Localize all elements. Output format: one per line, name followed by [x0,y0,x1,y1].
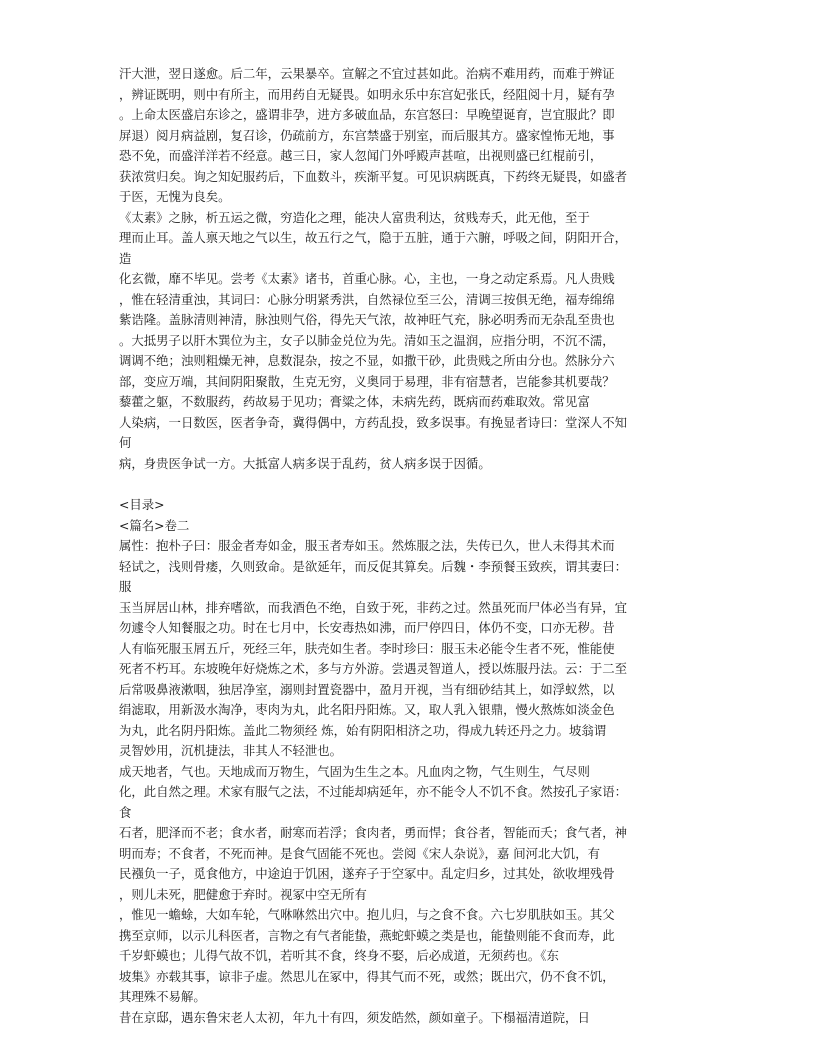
text-line: 。上命太医盛启东诊之，盛谓非孕，进方多破血品，东宫怒曰：早晚望诞育，岂宜服此？即 [119,107,615,122]
text-line: 何 [119,435,132,450]
text-line: 调调不绝；浊则粗燥无神，息数混杂，按之不显，如撒干砂，此贵贱之所由分也。然脉分六 [119,353,615,368]
text-line: 携至京师，以示儿科医者，言物之有气者能蛰，燕蛇虾蟆之类是也，能蛰则能不食而寿，此 [119,927,615,943]
text-line: 属性：抱朴子曰：服金者寿如金，服玉者寿如玉。然炼服之法，失传已久，世人未得其术而 [119,538,615,553]
text-line: 屏退）阅月病益剧，复召诊，仍疏前方，东宫禁盛于别室，而后服其方。盛家惶怖无地，事 [119,127,615,143]
text-line: 为丸，此名阴丹阳炼。盖此二物须经 炼，始有阴阳相济之功，得成九转还丹之力。坡翁谓 [119,722,607,738]
text-line: ，惟见一蟾蜍，大如车轮，气咻咻然出穴中。抱儿归，与之食不食。六七岁肌肤如玉。其父 [119,907,615,922]
text-line: 汗大泄，翌日遂愈。后二年，云果暴卒。宣解之不宜过甚如此。治病不难用药，而难于辨证 [119,66,615,81]
section-divider [119,474,704,495]
text-line: 于医，无愧为良矣。 [119,189,231,204]
text-line: 。大抵男子以肝木巽位为主，女子以肺金兑位为先。清如玉之温润，应指分明，不沉不濡， [119,332,615,348]
text-line: ，惟在轻清重浊，其词曰：心脉分明紧秀洪，自然禄位至三公，清调三按俱无绝，福寿绵绵 [119,291,615,307]
text-line: 成天地者，气也。天地成而万物生，气固为生生之本。凡血肉之物，气生则生，气尽则 [119,763,590,779]
toc-marker: <目录> [119,497,165,512]
text-line: 民襁负一子，觅食他方，中途迫于饥困，遂弃子于空冢中。乱定归乡，过其处，欲收埋残骨 [119,866,615,881]
text-line: 部，变应万端，其间阴阳聚散，生克无穷，义奥同于易理，非有宿慧者，岂能参其机要哉？ [119,373,615,389]
text-line: 食 [119,804,132,820]
text-line: 化玄微，靡不毕见。尝考《太素》诸书，首重心脉。心，主也，一身之动定系焉。凡人贵贱 [119,271,615,286]
text-line: 绢滤取，用新汲水淘净，枣肉为丸，此名阳丹阳炼。又，取人乳入银鼎，慢火熬炼如淡金色 [119,702,615,717]
text-line: 石者，肥泽而不老；食水者，耐寒而若浮；食肉者，勇而悍；食谷者，智能而夭；食气者，神 [119,825,628,840]
section-2 [119,495,704,1028]
text-line: 造 [119,250,132,266]
text-line: 化，此自然之理。术家有服气之法，不过能却病延年，亦不能令人不饥不食。然按孔子家语： [119,784,628,799]
text-line: 藜藿之躯，不数服药，药故易于见功；膏粱之体，未病先药，既病而药难取效。常见富 [119,394,590,409]
document-page [119,64,704,1028]
text-line: 勿遽令人知餐服之功。时在七月中，长安毒热如沸，而尸停四日，体仍不变，口亦无秽。昔 [119,620,615,635]
text-line: 人有临死服玉屑五斤，死经三年，肤壳如生者。李时珍曰：服玉未必能令生者不死，惟能使 [119,640,615,656]
text-line: 轻试之，浅则骨痿，久则致命。是欲延年，而反促其算矣。后魏・李预餐玉致疾，谓其妻曰： [119,558,628,574]
text-line: 千岁虾蟆也；儿得气故不饥，若听其不食，终身不娶，后必成道，无须药也。《东 [119,948,559,963]
text-line: 服 [119,579,132,594]
text-line: 《太素》之脉，析五运之微，穷造化之理，能决人富贵利达，贫贱寿夭，此无他，至于 [119,209,590,225]
text-line: 后常吸鼻液漱咽，独居净室，溺则封置瓷器中，盈月开视，当有细砂结其上，如浮蚁然，以 [119,681,615,697]
text-line: 获浓赏归矣。询之知妃服药后，下血数斗，疾渐平复。可见识病既真，下药终无疑畏，如盛者 [119,168,628,184]
text-line: 恐不免，而盛洋洋若不经意。越三日，家人忽闻门外呼殿声甚喧，出视则盛已红棍前引， [119,148,603,163]
text-line: ，则儿未死，肥健愈于弃时。视冢中空无所有 [119,886,367,902]
text-line: ，辨证既明，则中有所主，而用药自无疑畏。如明永乐中东宫妃张氏，经阻阅十月，疑有孕 [119,86,615,102]
text-line: 紫诰隆。盖脉清则神清，脉浊则气俗，得先天气浓，故神旺气充，脉必明秀而无杂乱至贵也 [119,312,615,327]
text-line: 病，身贵医争试一方。大抵富人病多误于乱药，贫人病多误于因循。 [119,455,491,471]
text-line: 玉当屏居山林，排弃嗜欲，而我酒色不绝，自致于死，非药之过。然虽死而尸体必当有异，宜 [119,599,628,615]
text-line: 其理殊不易解。 [119,989,206,1004]
text-line: 昔在京邸，遇东鲁宋老人太初，年九十有四，须发皓然，颜如童子。下榻福清道院，日 [119,1009,590,1025]
text-line: 灵智妙用，沉机捷法，非其人不轻泄也。 [119,743,343,758]
text-line: 死者不朽耳。东坡晚年好烧炼之术，多与方外游。尝遇灵智道人，授以炼服丹法。云：于二至 [119,661,628,676]
text-line: 坡集》亦载其事，谅非子虚。然思儿在冢中，得其气而不死，或然；既出穴，仍不食不饥， [119,968,615,984]
text-line: 明而寿；不食者，不死而神。是食气固能不死也。尝阅《宋人杂说》，嘉 间河北大饥，有 [119,845,600,861]
text-line: 理而止耳。盖人禀天地之气以生，故五行之气，隐于五脏，通于六腑，呼吸之间，阴阳开合， [119,230,628,245]
text-line: 人染病，一日数医，医者争奇，冀得偶中，方药乱投，致多误事。有挽显者诗曰：堂深人不知 [119,414,628,430]
section-1 [119,64,704,474]
chapter-title: <篇名>卷二 [119,517,190,533]
